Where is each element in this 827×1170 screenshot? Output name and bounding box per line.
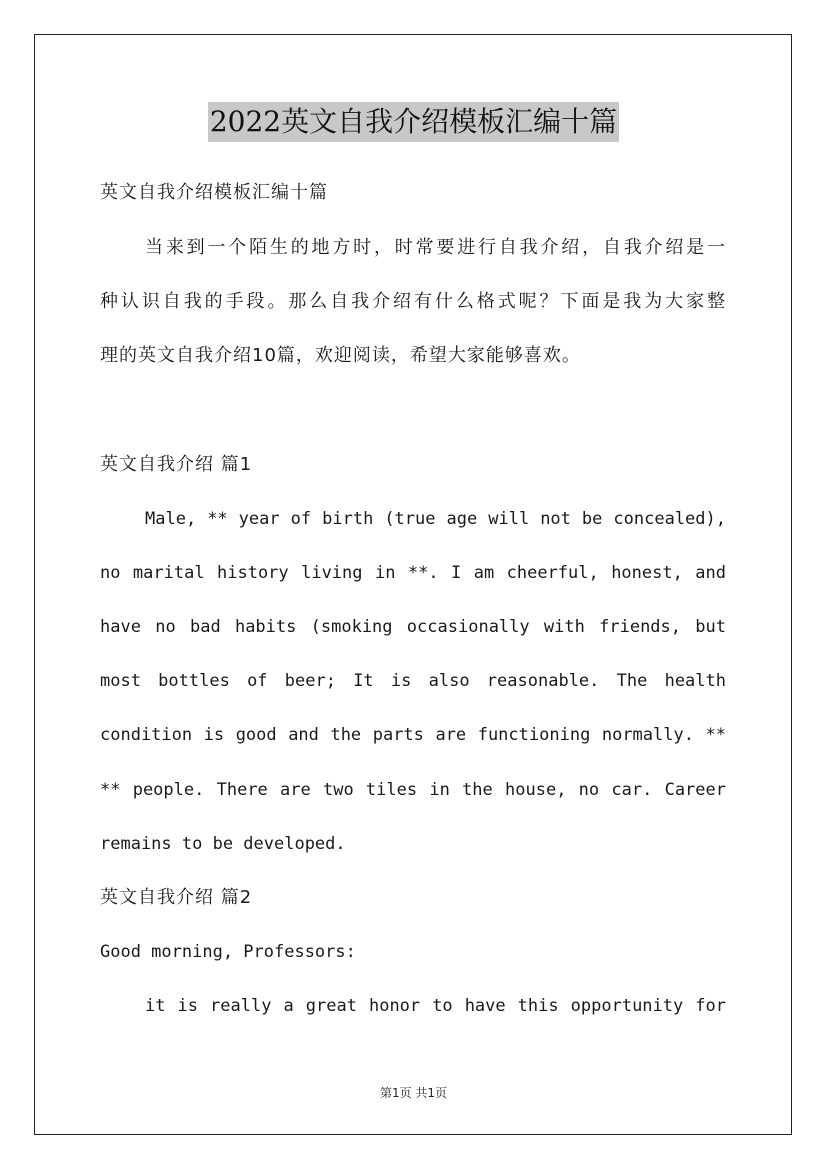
body-line: it is really a great honor to have this opportunity for	[145, 996, 726, 1016]
title-container	[0, 102, 827, 142]
body-line: no marital history living in **. I am cheerful, honest, and	[100, 563, 726, 583]
section-heading: 英文自我介绍 篇2	[100, 887, 253, 908]
section-heading: 英文自我介绍 篇1	[100, 454, 253, 475]
body-line: most bottles of beer; It is also reasonable. The health	[100, 671, 726, 691]
body-line: Male, ** year of birth (true age will not be concealed),	[145, 509, 726, 529]
intro-line: 种认识自我的手段。那么自我介绍有什么格式呢？下面是我为大家整	[100, 291, 726, 312]
intro-line: 理的英文自我介绍10篇，欢迎阅读，希望大家能够喜欢。	[100, 345, 581, 366]
body-line: remains to be developed.	[100, 834, 346, 854]
document-title: 2022英文自我介绍模板汇编十篇	[208, 102, 619, 142]
document-subtitle: 英文自我介绍模板汇编十篇	[100, 182, 328, 203]
body-line: have no bad habits (smoking occasionally with friends, but	[100, 617, 726, 637]
body-line: ** people. There are two tiles in the house, no car. Career	[100, 780, 726, 800]
body-line: condition is good and the parts are functioning normally. **	[100, 725, 726, 745]
greeting-line: Good morning, Professors:	[100, 942, 356, 962]
page-footer: 第1页 共1页	[379, 1086, 448, 1100]
intro-line: 当来到一个陌生的地方时，时常要进行自我介绍，自我介绍是一	[145, 237, 726, 258]
